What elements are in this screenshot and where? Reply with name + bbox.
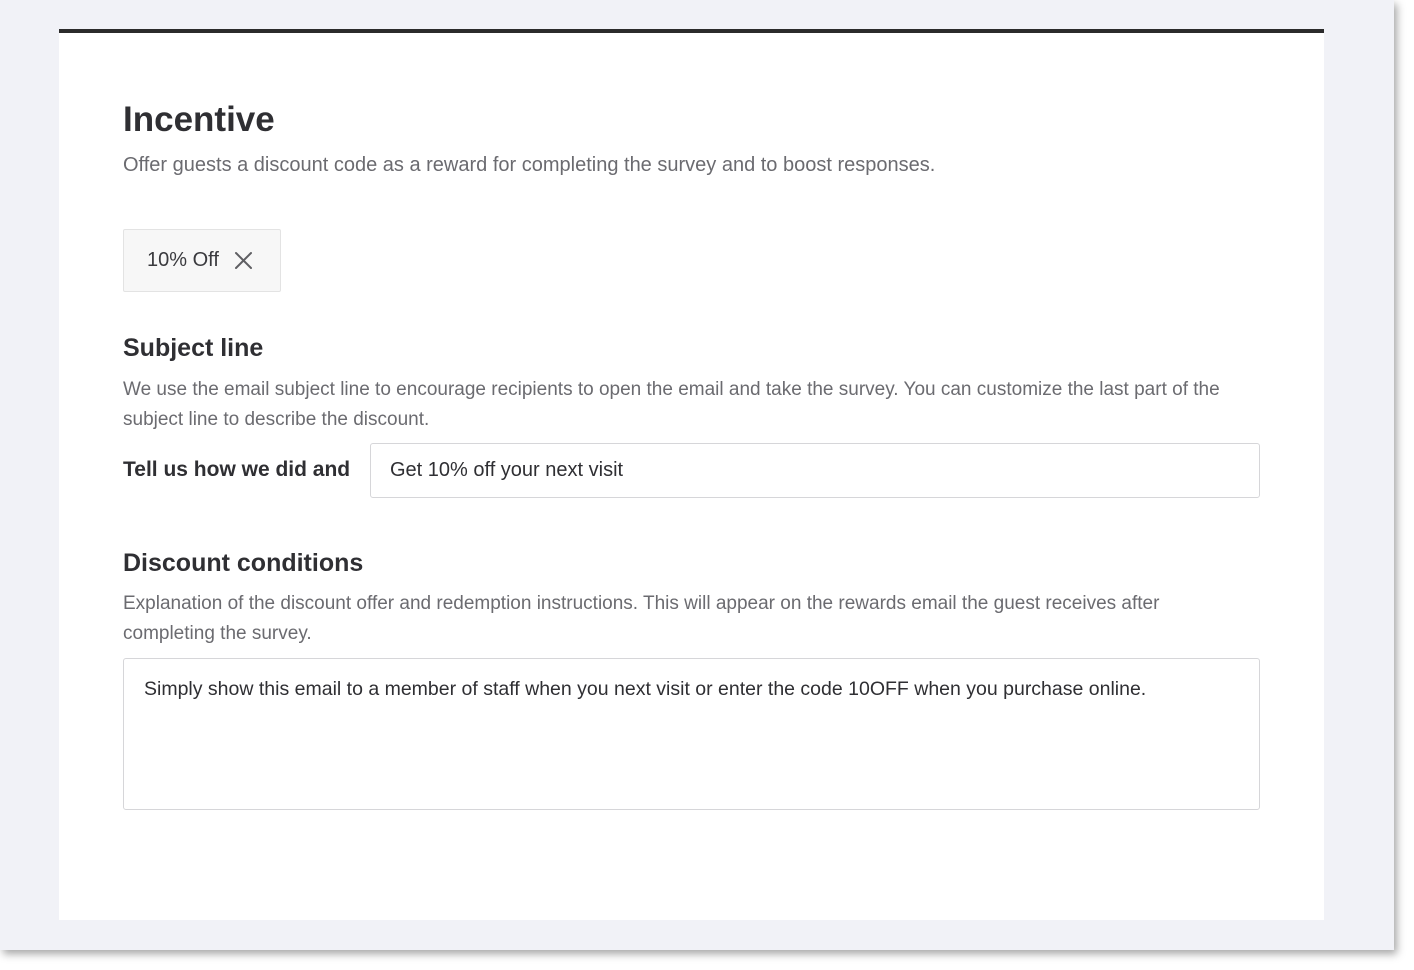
page-title: Incentive [123, 100, 275, 139]
close-icon[interactable] [233, 250, 255, 272]
discount-chip-label: 10% Off [147, 249, 219, 271]
subject-line-input[interactable] [370, 443, 1260, 498]
incentive-settings-card [59, 29, 1324, 920]
discount-chip [123, 229, 281, 292]
discount-conditions-description: Explanation of the discount offer and redemption instructions. This will appear on the rewards email the guest receives after completing the survey. [123, 593, 1160, 644]
discount-conditions-heading: Discount conditions [123, 549, 364, 577]
page-description: Offer guests a discount code as a reward for completing the survey and to boost responses. [123, 154, 936, 176]
subject-prefix-label: Tell us how we did and [123, 458, 351, 481]
subject-line-description: We use the email subject line to encourage recipients to open the email and take the survey. You can customize the last part of the subject line to describe the discount. [123, 379, 1220, 430]
discount-conditions-textarea[interactable] [123, 658, 1260, 810]
subject-line-heading: Subject line [123, 334, 264, 362]
